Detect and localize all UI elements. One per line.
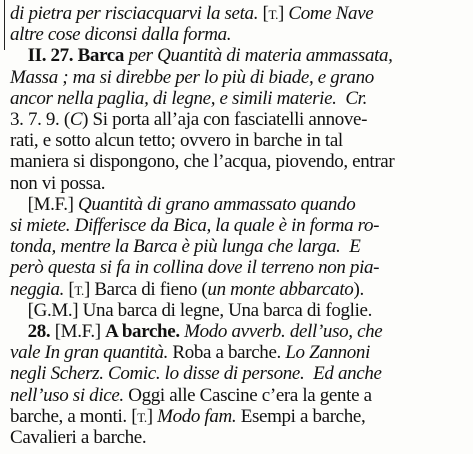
text-line (10, 110, 367, 130)
text-segment: ] (278, 3, 289, 24)
text-line (10, 322, 382, 342)
text-line (10, 4, 373, 25)
text-segment: per Quantità di materia ammassata, (124, 45, 393, 67)
text-segment: Massa ; ma si direbbe per lo più di biade, e grano (10, 66, 374, 88)
text-segment: A barche. (105, 321, 180, 342)
text-segment: Barca (77, 45, 125, 67)
text-line (10, 25, 231, 45)
text-segment: non vi possa. (10, 172, 106, 194)
text-segment: [M.F.] (10, 193, 78, 215)
text-segment: 3. 7. 9. ( (10, 109, 70, 130)
text-segment: T. (268, 7, 279, 22)
text-segment: rati, e sotto alcun tetto; ovvero in barche in tal (10, 130, 343, 152)
text-line (10, 428, 146, 448)
text-line (10, 280, 364, 301)
text-segment: T. (74, 282, 84, 298)
text-segment: Roba a barche. (168, 342, 286, 364)
text-segment: Modo avverb. dell’uso, che (179, 321, 383, 342)
text-segment: Oggi alle Cascine c’era la gente a (123, 384, 372, 406)
text-line (10, 174, 105, 194)
text-segment: ) Si porta all’aja con fasciatelli annove- (82, 109, 368, 130)
text-segment: C (69, 109, 83, 130)
text-segment: Esempi a barche, (236, 405, 366, 427)
text-line (10, 407, 365, 428)
text-segment: Quantità di grano ammassato quando (78, 193, 356, 215)
text-segment: [G.M.] Una barca di legne, Una barca di foglie. (10, 299, 373, 321)
text-segment: 28. (10, 321, 55, 342)
text-segment: T. (137, 409, 147, 425)
text-line (10, 364, 382, 384)
text-line (10, 152, 394, 172)
text-segment: di pietra per risciacquarvi la seta. (10, 3, 259, 24)
text-segment: un monte abbarcato (207, 278, 354, 300)
text-segment: [ (258, 3, 269, 24)
text-segment: ] Barca di fieno ( (83, 278, 208, 300)
text-line (10, 343, 370, 363)
text-segment: [ (64, 278, 75, 300)
text-segment: negli Scherz. Comic. lo disse di persone. Ed anche (10, 363, 382, 385)
text-segment: si miete. Differisce da Bica, la quale è in forma ro- (10, 215, 380, 236)
text-segment: nell’uso si dice. (10, 384, 124, 406)
text-segment: Come Nave (288, 3, 374, 24)
text-segment: Lo Zannoni (285, 342, 371, 364)
text-segment: ] (146, 405, 158, 427)
text-segment: ancor nella paglia, di legne, e simili materie. (10, 87, 337, 109)
text-segment: però questa si fa in collina dove il terreno non pia- (10, 257, 380, 279)
text-line (10, 46, 393, 66)
text-line (10, 195, 355, 215)
text-line (10, 386, 372, 406)
text-segment: E (340, 236, 361, 258)
text-segment: Cavalieri a barche. (10, 427, 147, 448)
text-segment: altre cose diconsi dalla forma. (10, 24, 232, 46)
text-segment: vale In gran quantità. (10, 342, 169, 364)
text-line (10, 258, 379, 278)
text-segment: tonda, mentre la Barca è più lunga che larga. (10, 236, 341, 258)
text-segment: [M.F.] (54, 321, 106, 342)
text-segment: barche, a monti. [ (10, 405, 138, 427)
text-segment: Cr. (336, 87, 368, 109)
text-segment: Modo fam. (157, 405, 237, 427)
text-segment: neggia. (10, 278, 65, 300)
text-segment: ). (353, 278, 364, 300)
text-segment: II. 27. (10, 45, 78, 67)
text-segment: maniera si dispongono, che l’acqua, piovendo, entrar (10, 151, 395, 173)
text-line (10, 301, 372, 321)
text-line (10, 237, 360, 257)
text-line (10, 68, 374, 88)
text-line (10, 216, 379, 236)
text-line (10, 89, 367, 109)
text-line (10, 131, 343, 151)
margin-rule (4, 0, 5, 50)
